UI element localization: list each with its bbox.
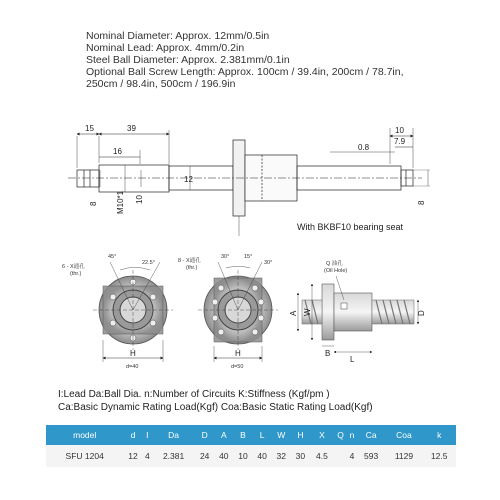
flange-left-thr: (thr.)	[70, 271, 82, 277]
cell-ca: 593	[357, 445, 386, 467]
dim-7-9: 7.9	[394, 137, 406, 146]
cell-l: 40	[253, 445, 272, 467]
table-row	[46, 445, 456, 467]
side-label-a: A	[289, 310, 298, 316]
cell-x: 4.5	[310, 445, 334, 467]
side-oil-hole: Q 油孔	[326, 261, 343, 267]
side-label-l: L	[350, 355, 355, 364]
dim-0-8: 0.8	[358, 143, 370, 152]
col-d: d	[130, 430, 136, 440]
flange-right-thr: (thr.)	[186, 265, 198, 271]
spec-table	[46, 425, 456, 467]
col-w: W	[277, 430, 286, 440]
cell-d: 12	[123, 445, 142, 467]
cell-i: 4	[143, 445, 153, 467]
flange-right-holes: 8 - X通孔	[178, 258, 201, 264]
col-k: k	[437, 430, 442, 440]
dim-8-right: 8	[417, 200, 426, 205]
flange-right-angle-30b: 30°	[264, 260, 273, 266]
flange-left-h: H	[130, 349, 136, 358]
dim-15: 15	[85, 124, 94, 133]
col-x: X	[319, 430, 325, 440]
cell-a: 40	[214, 445, 233, 467]
side-label-d: D	[417, 310, 426, 316]
col-a: A	[220, 430, 227, 440]
shaft-left-section	[99, 165, 169, 192]
cell-n: 4	[347, 445, 357, 467]
dim-m10: M10*1	[116, 190, 125, 214]
cell-k: 12.5	[422, 445, 456, 467]
cell-model: SFU 1204	[46, 445, 123, 467]
table-header-row	[46, 425, 456, 445]
flange-left-angle-22-5: 22.5°	[142, 260, 155, 266]
flange-left	[62, 254, 173, 370]
legend-line-2: Ca:Basic Dynamic Rating Load(Kgf) Coa:Basic Static Rating Load(Kgf)	[58, 402, 373, 413]
shaft-left-end	[77, 170, 99, 187]
dim-12: 12	[184, 175, 193, 184]
cell-coa: 1129	[385, 445, 422, 467]
cell-b: 10	[233, 445, 252, 467]
col-n: n	[349, 430, 355, 440]
spec-optional-length-cont: 250cm / 98.4in, 500cm / 196.9in	[86, 78, 236, 90]
cell-w: 32	[272, 445, 291, 467]
flange-right-angle-30a: 30°	[221, 254, 230, 260]
col-ca: Ca	[365, 430, 377, 440]
cell-D: 24	[195, 445, 214, 467]
side-label-b: B	[325, 349, 331, 358]
dim-39: 39	[127, 124, 136, 133]
col-l: L	[259, 430, 265, 440]
cell-q	[334, 445, 347, 467]
flange-right-angle-15: 15°	[244, 254, 253, 260]
col-q: Q	[337, 430, 344, 440]
spec-nominal-diameter: Nominal Diameter: Approx. 12mm/0.5in	[86, 30, 270, 42]
cell-da: 2.381	[152, 445, 195, 467]
flange-right	[178, 254, 278, 370]
legend-line-1: I:Lead Da:Ball Dia. n:Number of Circuits K:Stiffness (Kgf/pm )	[58, 389, 330, 400]
side-oil-hole-en: (Oil Hole)	[324, 268, 348, 274]
dim-16: 16	[113, 147, 122, 156]
flange-right-d: d=50	[231, 364, 244, 370]
col-i: I	[146, 430, 149, 440]
bearing-seat-label: With BKBF10 bearing seat	[297, 222, 404, 232]
spec-optional-length: Optional Ball Screw Length: Approx. 100cm / 39.4in, 200cm / 78.7in,	[86, 66, 404, 78]
shaft-drawing	[68, 128, 430, 236]
side-view	[289, 259, 426, 364]
col-model: model	[73, 430, 97, 440]
col-b: B	[240, 430, 246, 440]
flange-right-h: H	[235, 349, 241, 358]
col-D: D	[201, 430, 208, 440]
col-coa: Coa	[396, 430, 412, 440]
spec-steel-ball-diameter: Steel Ball Diameter: Approx. 2.381mm/0.1in	[86, 54, 290, 66]
spec-nominal-lead: Nominal Lead: Approx. 4mm/0.2in	[86, 42, 245, 54]
col-h: H	[297, 430, 304, 440]
flange-left-holes: 6 - X通孔	[62, 264, 85, 270]
flange-left-angle-45: 45°	[108, 254, 117, 260]
cell-h: 30	[291, 445, 310, 467]
col-da: Da	[168, 430, 180, 440]
dim-8-left: 8	[89, 201, 98, 206]
dim-10-left: 10	[135, 195, 144, 204]
dim-10-top: 10	[395, 126, 404, 135]
flange-left-d: d=40	[126, 364, 139, 370]
side-label-w: W	[303, 308, 312, 316]
